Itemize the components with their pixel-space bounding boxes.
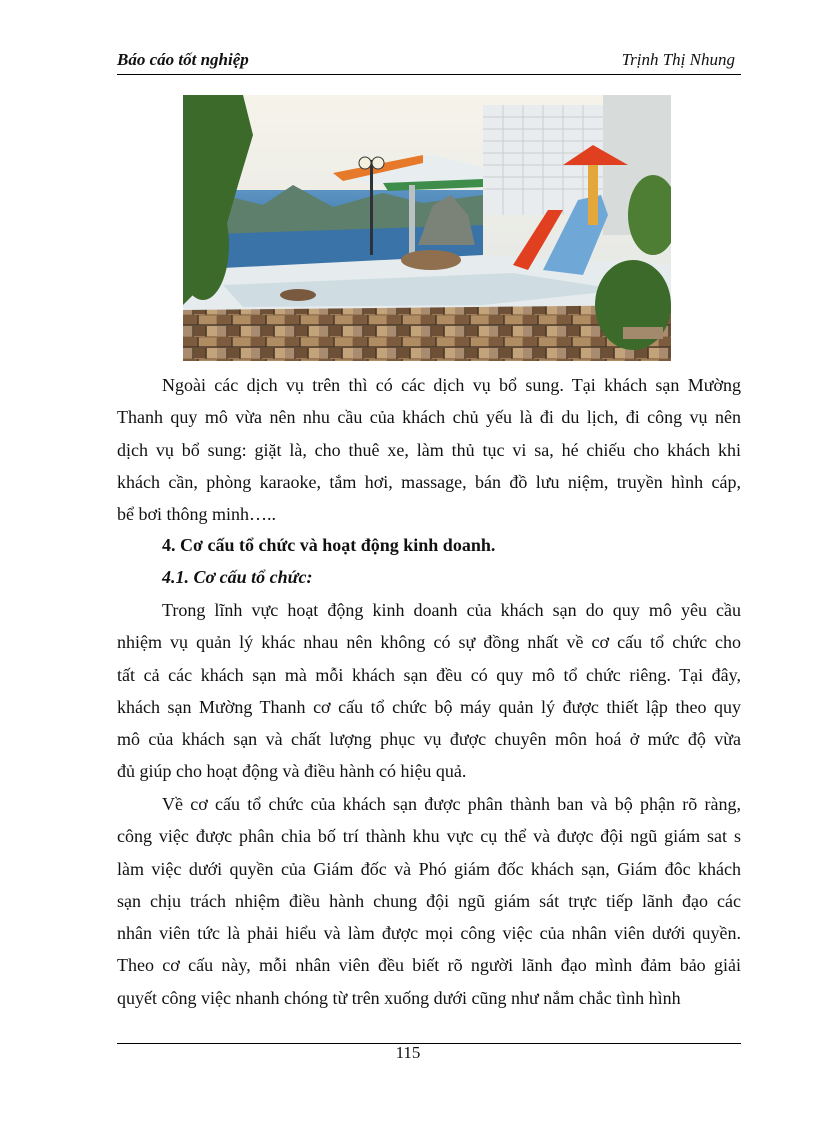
header-author: Trịnh Thị Nhung [621, 50, 735, 69]
section-heading: 4. Cơ cấu tổ chức và hoạt động kinh doanh. [162, 535, 496, 555]
text-line: đủ giúp cho hoạt động và điều hành có hiệu quả. [117, 761, 467, 782]
subsection-heading: 4.1. Cơ cấu tổ chức: [162, 567, 313, 587]
text-line: quyết công việc nhanh chóng từ trên xuống dưới cũng như nắm chắc tình hình [117, 987, 681, 1008]
paragraph-structure [117, 788, 741, 1014]
hotel-pool-photo [183, 95, 671, 361]
text-line: Thanh quy mô vừa nên nhu cầu của khách chủ yếu là đi du lịch, đi công vụ nên [117, 407, 741, 428]
text-line: công việc được phân chia bố trí thành khu vực cụ thể và được đội ngũ giám sat s [117, 826, 741, 847]
text-line: làm việc dưới quyền của Giám đốc và Phó giám đốc khách sạn, Giám đôc khách [117, 858, 741, 879]
text-line: mô của khách sạn và chất lượng phục vụ được chuyên môn hoá ở mức độ vừa [117, 729, 741, 750]
page-number: 115 [395, 1043, 421, 1062]
paragraph-organization [117, 594, 741, 788]
text-line: nhân viên tức là phải hiểu và làm được mọi công việc của nhân viên dưới quyền. [117, 923, 741, 944]
text-line: Ngoài các dịch vụ trên thì có các dịch vụ bổ sung. Tại khách sạn Mường [162, 375, 741, 395]
text-line: Trong lĩnh vực hoạt động kinh doanh của khách sạn do quy mô yêu cầu [162, 600, 741, 620]
header-title: Báo cáo tốt nghiệp [117, 50, 249, 69]
page-header [117, 46, 741, 75]
pool-photo-illustration [183, 95, 671, 361]
paragraph-services [117, 369, 741, 530]
text-line: sạn chịu trách nhiệm điều hành chung đội ngũ giám sát trực tiếp lãnh đạo các [117, 890, 741, 911]
text-line: Theo cơ cấu này, mỗi nhân viên đều biết rõ người lãnh đạo mình đảm bảo giải [117, 955, 741, 976]
text-line: nhiệm vụ quản lý khác nhau nên không có sự đồng nhất về cơ cấu tổ chức cho [117, 632, 741, 653]
text-line: dịch vụ bổ sung: giặt là, cho thuê xe, làm thủ tục vi sa, hé chiếu cho khách khi [117, 439, 741, 460]
text-line: Về cơ cấu tổ chức của khách sạn được phân thành ban và bộ phận rõ ràng, [162, 794, 741, 814]
text-line: bể bơi thông minh….. [117, 504, 277, 525]
text-line: khách sạn Mường Thanh cơ cấu tổ chức bộ máy quản lý được thiết lập theo quy [117, 696, 741, 717]
text-line: tất cả các khách sạn mà mỗi khách sạn đều có quy mô tổ chức riêng. Tại đây, [117, 664, 741, 685]
text-line: khách cần, phòng karaoke, tắm hơi, massage, bán đồ lưu niệm, truyền hình cáp, [117, 471, 741, 492]
